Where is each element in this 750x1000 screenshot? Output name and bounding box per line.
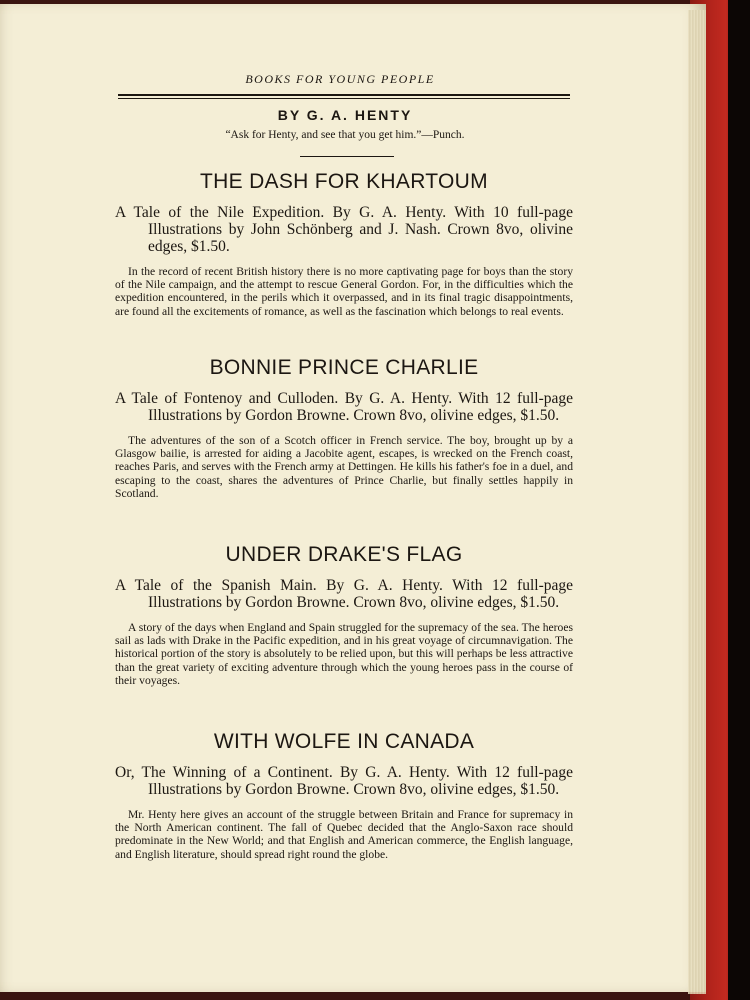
page-stack-edge <box>688 10 706 994</box>
book-blurb: Mr. Henty here gives an account of the struggle between Britain and France for supremacy in the North American continent. The fall of Quebec decided that the Anglo-Saxon race should predominate in the New World; and that English and American commerce, the English language, and English literature, should spread right round the globe. <box>115 808 573 861</box>
book-entry <box>115 356 573 500</box>
book-title: BONNIE PRINCE CHARLIE <box>209 356 479 379</box>
book-entry <box>115 543 573 687</box>
book-title: UNDER DRAKE'S FLAG <box>225 543 463 566</box>
book-entry <box>115 170 573 318</box>
punch-quote: “Ask for Henty, and see that you get him.”—Punch. <box>225 129 465 141</box>
book-blurb: In the record of recent British history there is no more captivating page for boys than the story of the Nile campaign, and the attempt to rescue General Gordon. For, in the difficulties which the expedition encountered, in the perils which it overpassed, and in its final tragic disappointments, are found all the excitements of romance, as well as the fascination which belongs to real events. <box>115 265 573 318</box>
book-title: WITH WOLFE IN CANADA <box>213 730 475 753</box>
book-description: A Tale of the Nile Expedition. By G. A. Henty. With 10 full-page Illustrations by John Schönberg and J. Nash. Crown 8vo, olivine edges, $1.50. <box>115 204 573 255</box>
book-blurb: The adventures of the son of a Scotch officer in French service. The boy, brought up by a Glasgow bailie, is arrested for aiding a Jacobite agent, escapes, is wrecked on the French coast, reaches Paris, and serves with the French army at Dettingen. He kills his father's foe in a duel, and escaping to the coast, shares the adventures of Prince Charlie, but finally settles happily in Scotland. <box>115 434 573 500</box>
book-description: A Tale of Fontenoy and Culloden. By G. A. Henty. With 12 full-page Illustrations by Gordon Browne. Crown 8vo, olivine edges, $1.50. <box>115 390 573 424</box>
book-title: THE DASH FOR KHARTOUM <box>200 170 488 193</box>
header-rule-thin <box>118 98 570 99</box>
header-rule <box>118 94 570 96</box>
quote-rule <box>300 156 394 157</box>
book-entry <box>115 730 573 861</box>
author-heading: BY G. A. HENTY <box>277 107 413 123</box>
book-blurb: A story of the days when England and Spain struggled for the supremacy of the sea. The heroes sail as lads with Drake in the Pacific expedition, and in his great voyage of circumnavigation. The historical portion of the story is absolutely to be relied upon, but this will perhaps be less attractive than the great variety of exciting adventure through which the young heroes pass in the course of their voyages. <box>115 621 573 687</box>
book-description: Or, The Winning of a Continent. By G. A. Henty. With 12 full-page Illustrations by Gordon Browne. Crown 8vo, olivine edges, $1.50. <box>115 764 573 798</box>
dark-background-edge <box>728 0 750 1000</box>
running-head: BOOKS FOR YOUNG PEOPLE <box>245 72 435 86</box>
book-description: A Tale of the Spanish Main. By G. A. Henty. With 12 full-page Illustrations by Gordon Browne. Crown 8vo, olivine edges, $1.50. <box>115 577 573 611</box>
book-page <box>0 4 706 992</box>
